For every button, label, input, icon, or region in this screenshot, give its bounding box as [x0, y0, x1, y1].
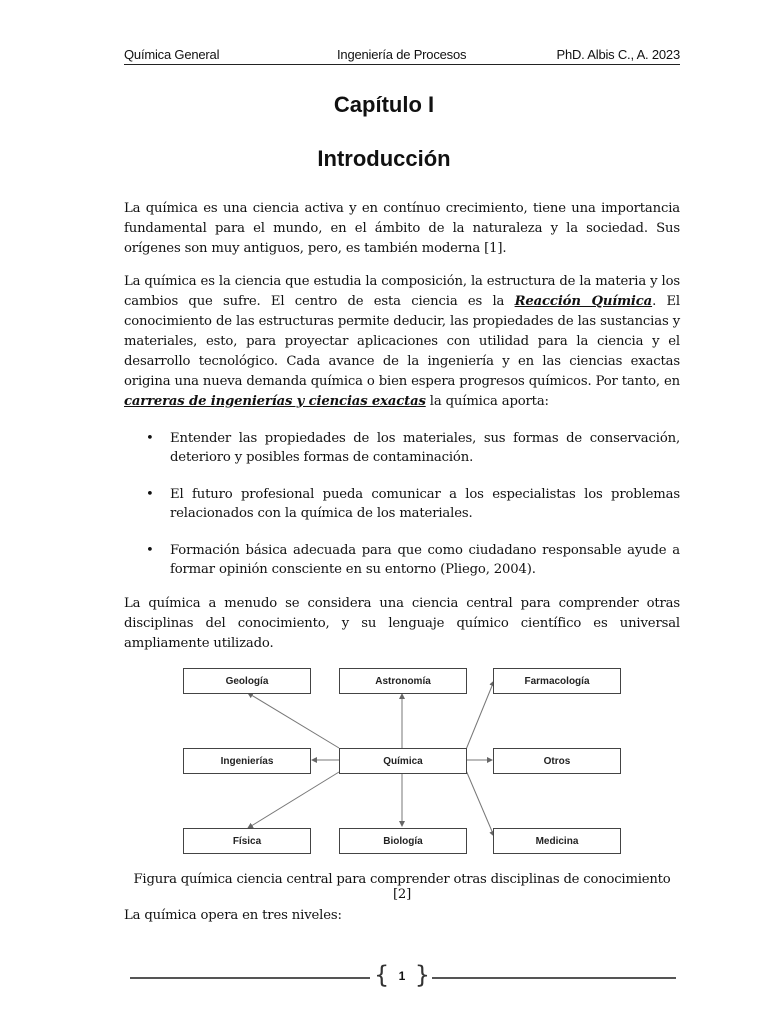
brace-right-icon: }: [414, 961, 430, 989]
page-number: 1: [398, 969, 406, 983]
section-title: Introducción: [317, 146, 451, 171]
arrow-to-fisica: [248, 772, 339, 828]
list-item-text: Entender las propiedades de los materiales, sus formas de conservación, deterioro y posibles formas de contaminación.: [170, 431, 680, 465]
node-otros: Otros: [493, 748, 621, 774]
node-medicina: Medicina: [493, 828, 621, 854]
header-program: Ingeniería de Procesos: [337, 47, 467, 62]
paragraph-text: La química es la ciencia que estudia la composición, la estructura de la materia y los cambios que sufre. El centro de esta ciencia es la: [124, 274, 680, 309]
list-item: [124, 429, 680, 467]
paragraph-text: . El conocimiento de las estructuras permite deducir, las propiedades de las sustancias y materiales, esto, para proyectar aplicaciones con utilidad para la ciencia y el desarrollo tecnológico. Cada avance de la ingeniería y en las ciencias exactas origina una nueva demanda química o bien espera progresos químicos. Por tanto, en: [124, 294, 681, 389]
arrow-to-medicina: [465, 768, 494, 836]
header-course: Química General: [124, 47, 220, 62]
node-biologia: Biología: [339, 828, 467, 854]
bullet-icon: •: [146, 431, 154, 446]
list-item: [124, 541, 680, 579]
carreras-link[interactable]: carreras de ingenierías y ciencias exactas: [124, 394, 426, 409]
paragraph-text: la química aporta:: [425, 394, 549, 409]
chapter-title: Capítulo I: [333, 92, 435, 117]
page-header: [124, 46, 680, 65]
node-fisica: Física: [183, 828, 311, 854]
reaccion-quimica-link[interactable]: Reacción Química: [514, 294, 653, 309]
footer-rule-left: [130, 977, 370, 979]
arrow-to-geologia: [248, 693, 339, 748]
node-astronomia: Astronomía: [339, 668, 467, 694]
node-geologia: Geología: [183, 668, 311, 694]
paragraph-central-science: La química a menudo se considera una ciencia central para comprender otras disciplinas del conocimiento, y su lenguaje químico científico es universal ampliamente utilizado.: [124, 596, 680, 651]
bullet-icon: •: [146, 543, 154, 558]
arrow-to-farmacologia: [465, 681, 494, 752]
paragraph-definition: [124, 272, 680, 412]
figure-caption: Figura química ciencia central para comprender otras disciplinas de conocimiento [2]: [133, 872, 671, 902]
list-item: [124, 485, 680, 523]
contributions-list: [124, 429, 680, 579]
paragraph-intro: La química es una ciencia activa y en contínuo crecimiento, tiene una importancia fundamental para el mundo, en el ámbito de la naturaleza y la sociedad. Sus orígenes son muy antiguos, pero, es también moderna [1].: [124, 201, 680, 256]
brace-left-icon: {: [374, 961, 390, 989]
list-item-text: Formación básica adecuada para que como ciudadano responsable ayude a formar opinión consciente en su entorno (Pliego, 2004).: [170, 543, 680, 577]
bullet-icon: •: [146, 487, 154, 502]
node-quimica: Química: [339, 748, 467, 774]
node-ingenierias: Ingenierías: [183, 748, 311, 774]
node-farmacologia: Farmacología: [493, 668, 621, 694]
footer-rule-right: [432, 977, 676, 979]
list-item-text: El futuro profesional pueda comunicar a los especialistas los problemas relacionados con la química de los materiales.: [170, 487, 680, 521]
paragraph-levels: La química opera en tres niveles:: [124, 908, 342, 923]
page-number-box: [374, 961, 430, 990]
central-science-diagram: [182, 666, 622, 856]
header-author: PhD. Albis C., A. 2023: [556, 47, 680, 62]
